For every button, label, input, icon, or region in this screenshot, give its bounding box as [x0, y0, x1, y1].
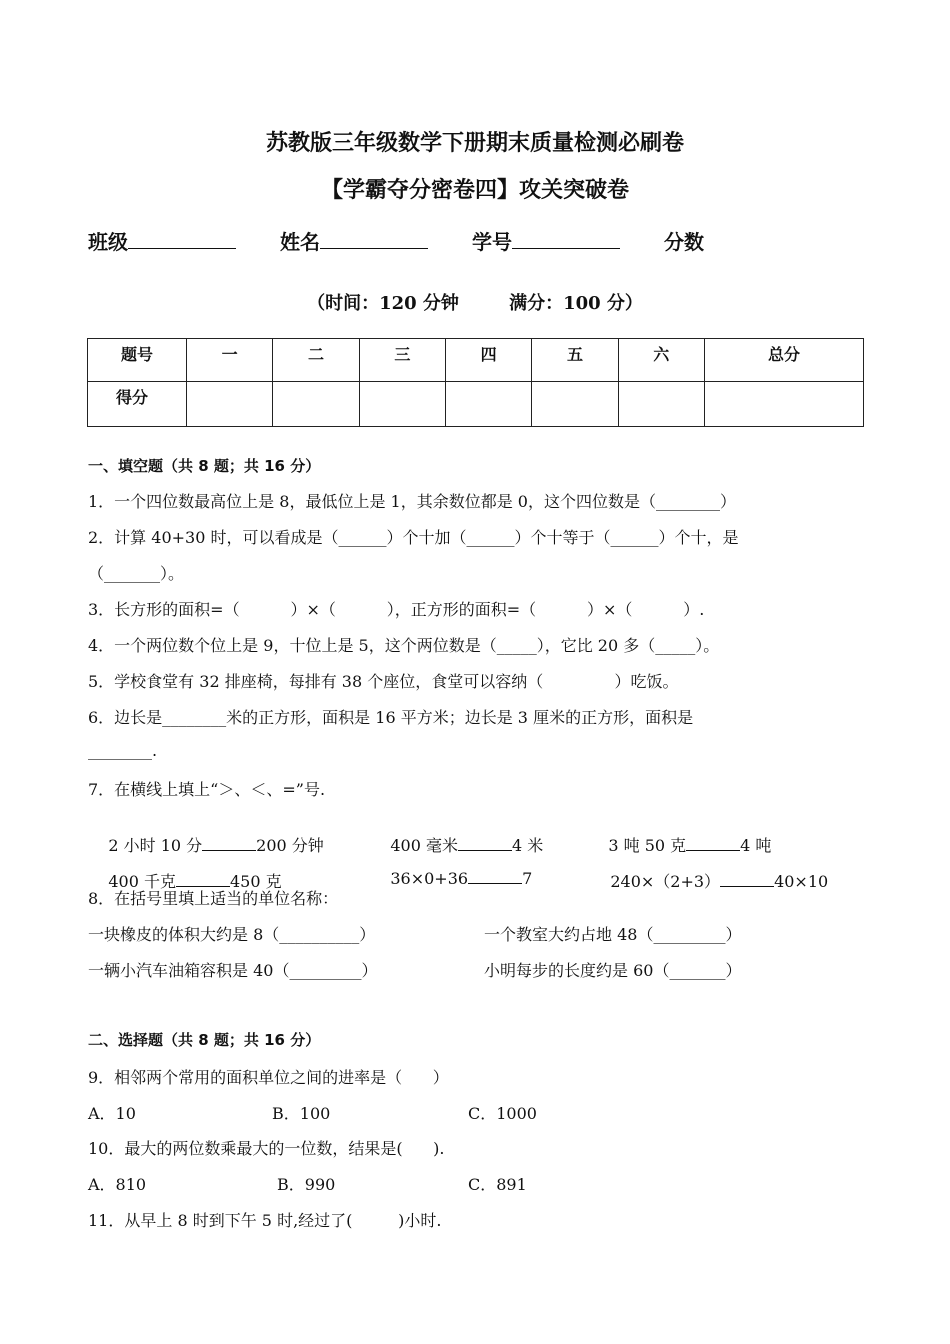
class-field[interactable]	[128, 230, 236, 249]
compare-blank[interactable]	[458, 836, 512, 851]
unit-item: 一块橡皮的体积大约是 8（__________）	[88, 925, 376, 944]
score-table-header-cell: 三	[359, 339, 445, 382]
compare-right: 4 米	[511, 836, 544, 855]
score-table-header-row	[88, 339, 864, 382]
compare-left: 240×（2+3）	[610, 872, 721, 891]
compare-left: 3 吨 50 克	[608, 836, 687, 855]
question-line: 6．边长是________米的正方形，面积是 16 平方米；边长是 3 厘米的正方形，面积是	[88, 708, 694, 727]
student-info-row	[88, 226, 704, 255]
compare-right: 450 克	[229, 872, 282, 891]
compare-left: 2 小时 10 分	[108, 836, 203, 855]
exam-subtitle: 【学霸夺分密卷四】攻关突破卷	[320, 178, 629, 203]
question-line: 4．一个两位数个位上是 9，十位上是 5，这个两位数是（_____），它比 20 多（_____）。	[88, 636, 720, 655]
question-line: 2．计算 40+30 时，可以看成是（______）个十加（______）个十等于（______）个十，是	[88, 528, 739, 547]
choice-option-a[interactable]: A．810	[88, 1175, 147, 1194]
score-table-header-cell: 二	[273, 339, 359, 382]
compare-item	[370, 850, 532, 907]
question-line: 8．在括号里填上适当的单位名称：	[88, 889, 339, 908]
compare-right: 40×10	[774, 872, 829, 891]
score-cell[interactable]	[704, 382, 863, 427]
score-cell[interactable]	[445, 382, 531, 427]
compare-blank[interactable]	[720, 872, 774, 887]
unit-item: 一个教室大约占地 48（_________）	[484, 925, 742, 944]
score-cell[interactable]	[359, 382, 445, 427]
id-label: 学号	[472, 230, 512, 254]
section-heading-fill-in: 一、填空题（共 8 题；共 16 分）	[88, 457, 321, 475]
score-table-header-cell: 题号	[88, 339, 187, 382]
compare-blank[interactable]	[202, 836, 256, 851]
score-table-header-cell: 四	[445, 339, 531, 382]
score-label: 分数	[664, 230, 704, 254]
choice-option-c[interactable]: C．891	[468, 1175, 527, 1194]
compare-left: 400 千克	[108, 872, 176, 891]
compare-blank[interactable]	[468, 869, 522, 884]
score-table	[87, 338, 864, 427]
question-line: 5．学校食堂有 32 排座椅，每排有 38 个座位，食堂可以容纳（ ）吃饭。	[88, 672, 679, 691]
score-table-header-cell: 五	[532, 339, 618, 382]
exam-title: 苏教版三年级数学下册期末质量检测必刷卷	[265, 131, 684, 156]
unit-item: 一辆小汽车油箱容积是 40（_________）	[88, 961, 378, 980]
question-line: 11．从早上 8 时到下午 5 时,经过了( )小时.	[88, 1211, 442, 1230]
question-line: （_______）。	[88, 564, 185, 583]
choice-option-b[interactable]: B．990	[277, 1175, 336, 1194]
name-field[interactable]	[320, 230, 428, 249]
question-line: 3．长方形的面积=（ ）×（ ），正方形的面积=（ ）×（ ）.	[88, 600, 705, 619]
score-cell[interactable]	[273, 382, 359, 427]
score-cell[interactable]	[532, 382, 618, 427]
section-heading-multiple-choice: 二、选择题（共 8 题；共 16 分）	[88, 1031, 321, 1049]
question-line: 10．最大的两位数乘最大的一位数，结果是( ).	[88, 1139, 445, 1158]
question-line: ________.	[88, 741, 158, 760]
name-label: 姓名	[280, 230, 320, 254]
score-cell[interactable]	[618, 382, 704, 427]
compare-blank[interactable]	[176, 872, 230, 887]
choice-option-c[interactable]: C．1000	[468, 1104, 537, 1123]
choice-option-a[interactable]: A．10	[88, 1104, 136, 1123]
unit-item: 小明每步的长度约是 60（_______）	[484, 961, 742, 980]
compare-item	[590, 850, 828, 911]
time-info: （时间：120 分钟 满分：100 分）	[307, 293, 643, 314]
score-table-score-row	[88, 382, 864, 427]
score-row-label: 得分	[88, 382, 187, 427]
score-table-header-cell: 一	[187, 339, 273, 382]
score-table-header-cell: 六	[618, 339, 704, 382]
id-field[interactable]	[512, 230, 620, 249]
compare-left: 400 毫米	[390, 836, 458, 855]
class-label: 班级	[88, 230, 128, 254]
compare-right: 4 吨	[740, 836, 772, 855]
compare-blank[interactable]	[686, 836, 740, 851]
choice-option-b[interactable]: B．100	[272, 1104, 331, 1123]
question-line: 9．相邻两个常用的面积单位之间的进率是（ ）	[88, 1068, 449, 1087]
question-line: 1．一个四位数最高位上是 8，最低位上是 1，其余数位都是 0，这个四位数是（________）	[88, 492, 736, 511]
compare-right: 7	[522, 869, 533, 888]
question-line: 7．在横线上填上“＞、＜、=”号.	[88, 780, 326, 799]
compare-right: 200 分钟	[256, 836, 324, 855]
score-table-header-cell: 总分	[704, 339, 863, 382]
score-cell[interactable]	[187, 382, 273, 427]
compare-left: 36×0+36	[390, 869, 469, 888]
